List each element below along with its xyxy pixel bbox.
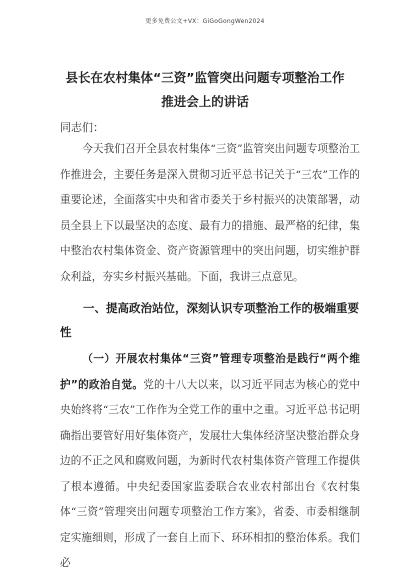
subsection-lead: （一）开展农村集体“三资”管理专项整治是践行“两个维护”的政治自觉。 <box>60 353 360 391</box>
header-note: 更多免费公文+VX：GiGoGongWen2024 <box>145 18 265 25</box>
subsection-paragraph-1 <box>60 347 360 577</box>
document-title: 县长在农村集体“三资”监管突出问题专项整治工作推进会上的讲话 <box>65 70 345 109</box>
salutation: 同志们： <box>60 121 104 134</box>
subsection-body: 党的十八大以来，以习近平同志为核心的党中央始终将“三农”工作作为全党工作的重中之重。习近平总书记明确指出要管好用好集体资产，发展壮大集体经济坚决整治群众身边的不正之风和腐败问题，为新时代农村集体资产管理工作提供了根本遵循。中央纪委国家监委联合农业农村部出台《农村集体“三资”管理突出问题专项整治工作方案》，省委、市委相继制定实施细则，形成了一套自上而下、环环相扣的整治体系。我们必 <box>60 378 361 569</box>
opening-paragraph: 今天我们召开全县农村集体“三资”监管突出问题专项整治工作推进会，主要任务是深入贯彻习近平总书记关于“三农”工作的重要论述，全面落实中央和省市委关于乡村振兴的决策部署，动员全县上下以最坚决的态度、最有力的措施、最严格的纪律，集中整治农村集体资金、资产资源管理中的突出问题，切实维护群众利益，夯实乡村振兴基础。下面，我讲三点意见。 <box>60 143 360 283</box>
section-heading-1: 一、提高政治站位，深刻认识专项整治工作的极端重要性 <box>60 301 359 339</box>
